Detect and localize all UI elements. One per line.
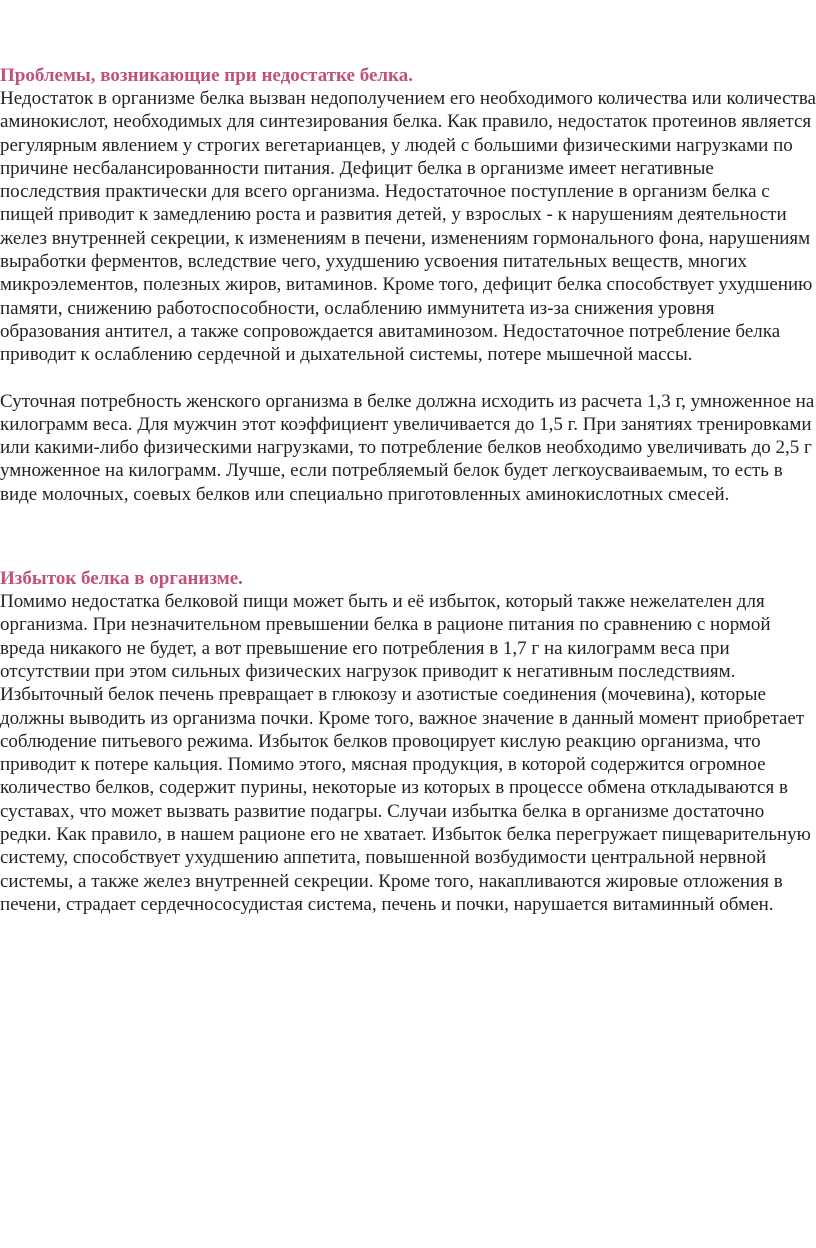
section-heading: Избыток белка в организме. (0, 568, 243, 590)
body-paragraph: Помимо недостатка белковой пищи может быть и её избыток, который также нежелателен для организма. При незначительном превышении белка в рационе питания по сравнению с нормой вреда никакого не будет, а вот превышение его потребления в 1,7 г на килограмм веса при отсутствии при этом сильных физических нагрузок приводит к негативным последствиям. Избыточный белок печень превращает в глюкозу и азотистые соединения (мочевина), которые должны выводить из организма почки. Кроме того, важное значение в данный момент приобретает соблюдение питьевого режима. Избыток белков провоцирует кислую реакцию организма, что приводит к потере кальция. Помимо этого, мясная продукция, в которой содержится огромное количество белков, содержит пурины, некоторые из которых в процессе обмена откладываются в суставах, что может вызвать развитие подагры. Случаи избытка белка в организме достаточно редки. Как правило, в нашем рационе его не хватает. Избыток белка перегружает пищеварительную систему, способствует ухудшению аппетита, повышенной возбудимости центральной нервной системы, а также желез внутренней секреции. Кроме того, накапливаются жировые отложения в печени, страдает сердечнососудистая система, печень и почки, нарушается витаминный обмен. (0, 591, 811, 915)
section-heading: Проблемы, возникающие при недостатке белка. (0, 65, 413, 86)
body-paragraph: Суточная потребность женского организма в белке должна исходить из расчета 1,3 г, умноженное на килограмм веса. Для мужчин этот коэффициент увеличивается до 1,5 г. При занятиях тренировками или какими-либо физическими нагрузками, то потребление белков необходимо увеличивать до 2,5 г умноженное на килограмм. Лучше, если потребляемый белок будет легкоусваиваемым, то есть в виде молочных, соевых белков или специально приготовленных аминокислотных смесей. (0, 390, 815, 505)
body-paragraph: Недостаток в организме белка вызван недополучением его необходимого количества или количества аминокислот, необходимых для синтезирования белка. Как правило, недостаток протеинов является регулярным явлением у строгих вегетарианцев, у людей с большими физическими нагрузками по причине несбалансированности питания. Дефицит белка в организме имеет негативные последствия практически для всего организма. Недостаточное поступление в организм белка с пищей приводит к замедлению роста и развития детей, у взрослых - к нарушениям деятельности желез внутренней секреции, к изменениям в печени, изменениям гормонального фона, нарушениям выработки ферментов, вследствие чего, ухудшению усвоения питательных веществ, многих микроэлементов, полезных жиров, витаминов. Кроме того, дефицит белка способствует ухудшению памяти, снижению работоспособности, ослаблению иммунитета из-за снижения уровня образования антител, а также сопровождается авитаминозом. Недостаточное потребление белка приводит к ослаблению сердечной и дыхательной системы, потере мышечной массы. (0, 88, 816, 366)
section-protein-deficiency (0, 64, 816, 506)
section-spacer (0, 506, 816, 567)
paragraph-spacer (0, 367, 816, 390)
section-protein-excess (0, 567, 816, 916)
